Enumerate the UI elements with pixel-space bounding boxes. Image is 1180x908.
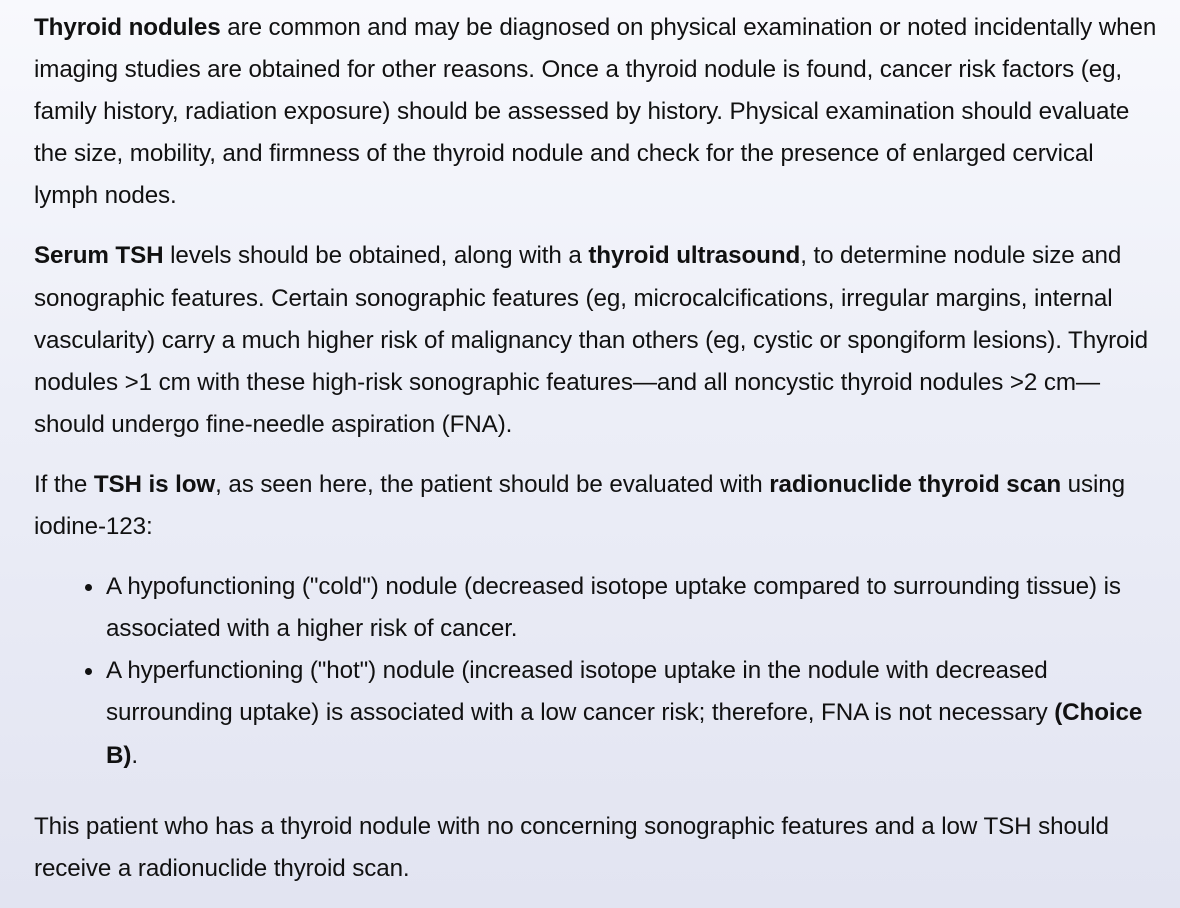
- paragraph-thyroid-nodules: [34, 7, 1159, 217]
- cold-nodule-text: A hypofunctioning ("cold") nodule (decreased isotope uptake compared to surrounding tissue) is associated with a higher risk of cancer.: [106, 573, 1121, 643]
- hot-nodule-text: A hyperfunctioning ("hot") nodule (increased isotope uptake in the nodule with decreased surrounding uptake) is associated with a low cancer risk; therefore, FNA is not necessary: [106, 657, 1055, 727]
- hot-nodule-period: .: [131, 741, 138, 769]
- paragraph-tsh-low: [34, 464, 1159, 548]
- term-thyroid-ultrasound: thyroid ultrasound: [588, 242, 801, 270]
- paragraph-2-text-a: levels should be obtained, along with a: [163, 242, 589, 270]
- paragraph-3-text-b: , as seen here, the patient should be evaluated with: [215, 470, 770, 498]
- list-item-hot-nodule: [106, 650, 1159, 776]
- paragraph-2-text-b: , to determine nodule size and sonographic features. Certain sonographic features (eg, microcalcifications, irregular margins, internal vascularity) carry a much higher risk of malignancy than others (eg, cystic or spongiform lesions). Thyroid nodules >1 cm with these high-risk sonographic features—and all noncystic thyroid nodules >2 cm—should undergo fine-needle aspiration (FNA).: [34, 242, 1149, 438]
- term-serum-tsh: Serum TSH: [34, 242, 164, 270]
- paragraph-conclusion: This patient who has a thyroid nodule with no concerning sonographic features and a low TSH should receive a radionuclide thyroid scan.: [34, 812, 1109, 882]
- nodule-function-list: [34, 566, 1159, 776]
- term-thyroid-nodules: Thyroid nodules: [34, 14, 221, 41]
- list-item-cold-nodule: [106, 566, 1159, 650]
- explanation-text: [34, 7, 1159, 890]
- paragraph-3-text-c: using iodine-123:: [34, 470, 1125, 541]
- paragraph-1-text: are common and may be diagnosed on physical examination or noted incidentally when imaging studies are obtained for other reasons. Once a thyroid nodule is found, cancer risk factors (eg, family history, radiation exposure) should be assessed by history. Physical examination should evaluate the size, mobility, and firmness of the thyroid nodule and check for the presence of enlarged cervical lymph nodes.: [34, 14, 1157, 210]
- paragraph-serum-tsh: [34, 235, 1159, 445]
- choice-b-reference: (Choice B): [106, 699, 1143, 769]
- term-radionuclide-scan: radionuclide thyroid scan: [769, 470, 1062, 498]
- term-tsh-low: TSH is low: [93, 470, 216, 498]
- paragraph-3-text-a: If the: [34, 470, 94, 498]
